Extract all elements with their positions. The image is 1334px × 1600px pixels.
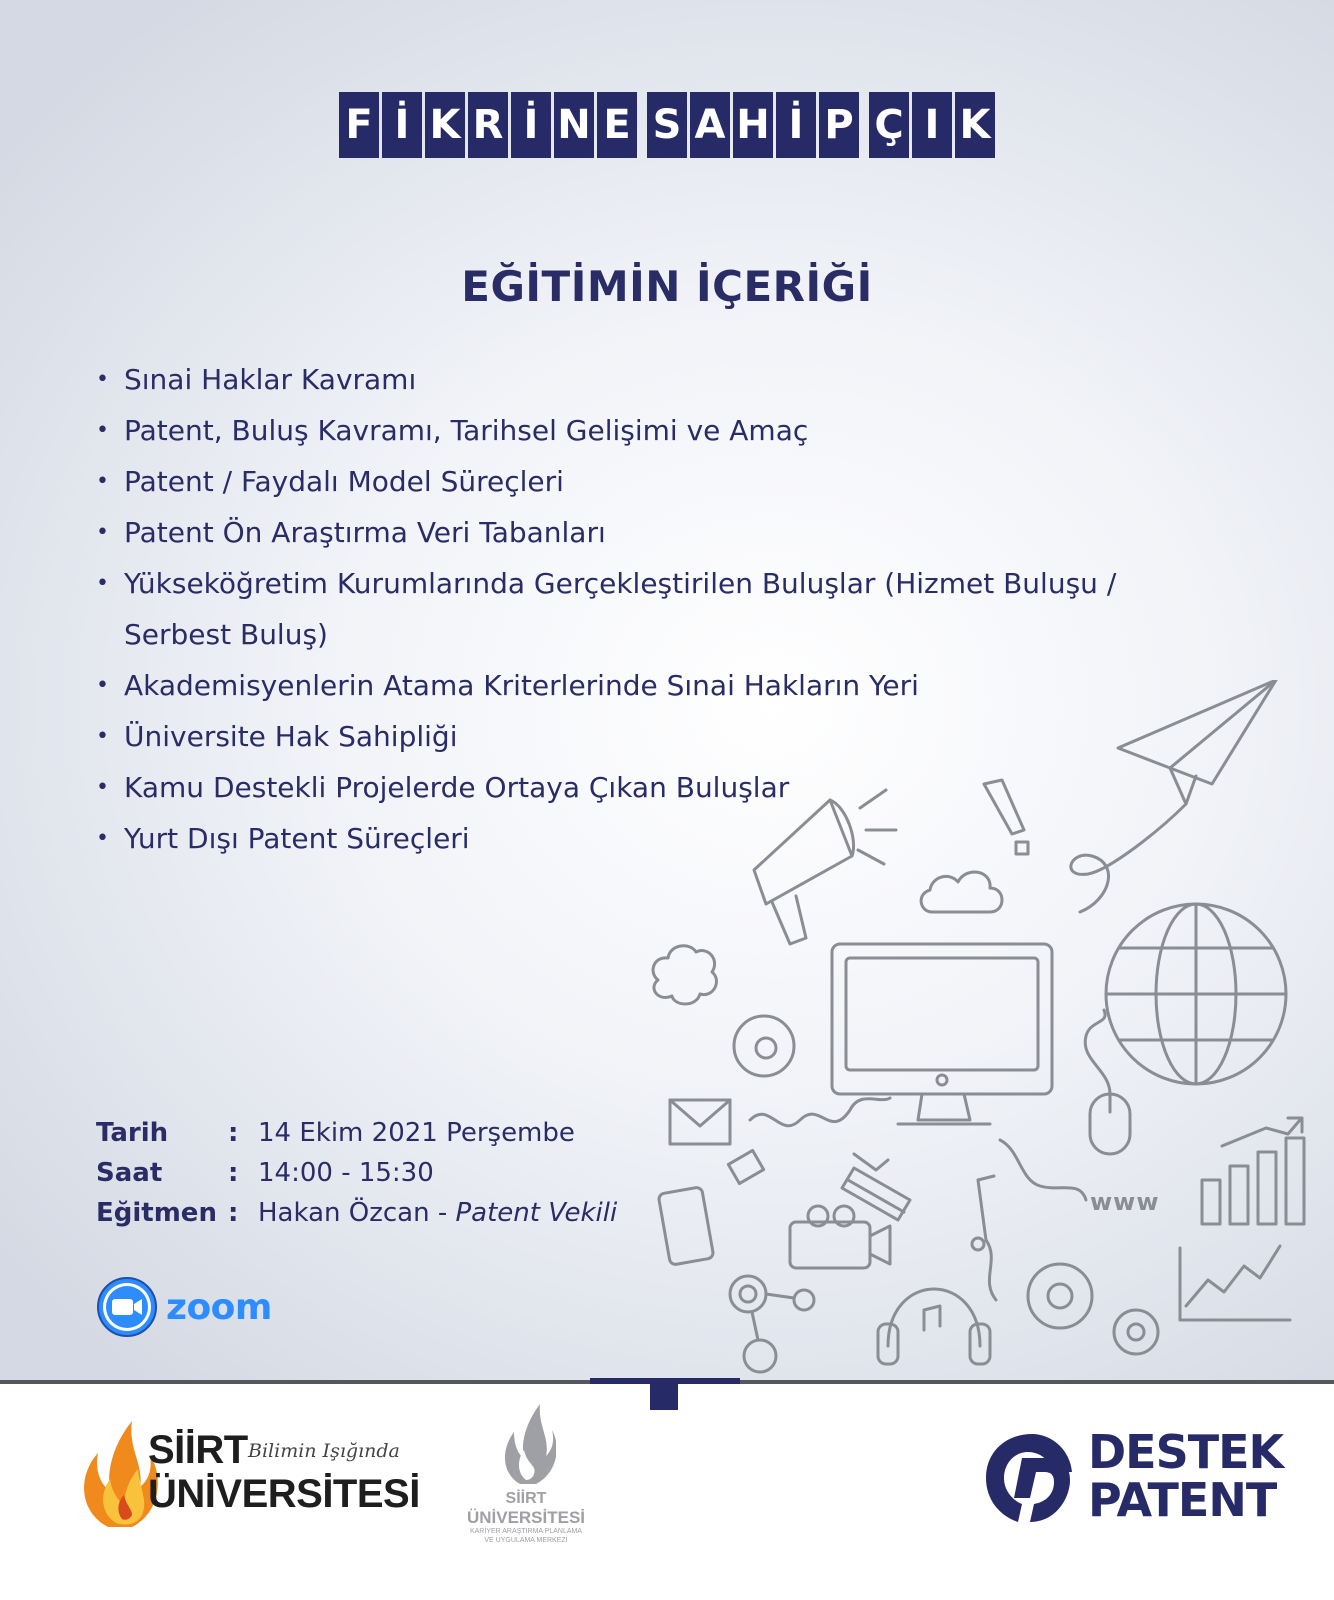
footer-tab xyxy=(650,1382,678,1410)
siirt-name-line2: ÜNİVERSİTESİ xyxy=(148,1472,420,1516)
trainer-row xyxy=(96,1198,617,1238)
title-letter-tile: I xyxy=(912,92,952,158)
siirt-name-line1: SİİRT xyxy=(148,1428,248,1472)
colon: : xyxy=(228,1118,239,1148)
headphones-icon xyxy=(878,1289,990,1364)
title-letter-tile: İ xyxy=(511,92,551,158)
list-item: • Yurt Dışı Patent Süreçleri xyxy=(96,813,1236,864)
title-letter-tile: E xyxy=(597,92,637,158)
destek-name-line2: PATENT xyxy=(1088,1473,1277,1527)
brain-icon xyxy=(653,946,716,1004)
title-letter-tile: N xyxy=(554,92,594,158)
cable-doodle xyxy=(1000,1140,1086,1200)
mouse-icon xyxy=(1085,1010,1130,1154)
cloud-icon xyxy=(921,872,1002,912)
time-label: Saat xyxy=(96,1158,163,1188)
zoom-wordmark: zoom xyxy=(166,1286,272,1328)
title-word xyxy=(647,92,859,158)
title-letter-tile: H xyxy=(733,92,773,158)
section-heading: EĞİTİMİN İÇERİĞİ xyxy=(461,262,873,311)
list-item: • Sınai Haklar Kavramı xyxy=(96,354,1236,405)
trainer-value xyxy=(258,1198,617,1228)
career-name-line3: KARİYER ARAŞTIRMA PLANLAMA xyxy=(469,1528,583,1535)
music-note-icon xyxy=(972,1176,996,1300)
list-item: • Yükseköğretim Kurumlarında Gerçekleştirilen Buluşlar (Hizmet Buluşu / Serbest Buluş) xyxy=(96,558,1184,660)
destek-name-line1: DESTEK xyxy=(1088,1425,1284,1479)
trainer-label: Eğitmen xyxy=(96,1198,217,1228)
zoom-logo xyxy=(96,1276,272,1338)
title-letter-tile: K xyxy=(425,92,465,158)
gear-icon xyxy=(1028,1264,1158,1354)
trainer-separator: - xyxy=(429,1198,456,1228)
www-label-icon: www xyxy=(1090,1188,1160,1216)
smartphone-icon xyxy=(658,1187,714,1266)
destek-patent-name xyxy=(1088,1425,1284,1527)
career-center-logo xyxy=(456,1398,596,1588)
colon: : xyxy=(228,1198,239,1228)
career-name-line2: ÜNİVERSİTESİ xyxy=(466,1508,586,1527)
title-word xyxy=(869,92,995,158)
envelope-icon xyxy=(670,1100,764,1184)
title-letter-tile: F xyxy=(339,92,379,158)
title-letter-tile: Ç xyxy=(869,92,909,158)
career-center-name xyxy=(456,1490,596,1545)
career-name-line4: VE UYGULAMA MERKEZİ xyxy=(484,1537,568,1544)
title-word xyxy=(339,92,637,158)
title-letter-tile: K xyxy=(955,92,995,158)
time-row xyxy=(96,1158,617,1198)
bar-chart-icon xyxy=(1202,1118,1304,1224)
list-item: • Üniversite Hak Sahipliği xyxy=(96,711,1236,762)
title-letter-tile: A xyxy=(690,92,730,158)
time-value: 14:00 - 15:30 xyxy=(258,1158,434,1188)
list-item: • Patent, Buluş Kavramı, Tarihsel Gelişimi ve Amaç xyxy=(96,405,1236,456)
career-center-flame-icon xyxy=(496,1398,556,1488)
list-item: • Patent / Faydalı Model Süreçleri xyxy=(96,456,1236,507)
at-sign-icon xyxy=(734,1016,794,1076)
megaphone-icon xyxy=(754,790,896,944)
exclamation-icon xyxy=(984,780,1028,854)
monitor-icon xyxy=(832,944,1052,1124)
career-name-line1: SİİRT xyxy=(505,1490,547,1507)
title-letter-tile: S xyxy=(647,92,687,158)
campaign-title xyxy=(0,92,1334,158)
line-chart-icon xyxy=(1180,1246,1290,1320)
zoom-camera-icon xyxy=(96,1276,158,1338)
date-label: Tarih xyxy=(96,1118,169,1148)
list-item: • Kamu Destekli Projelerde Ortaya Çıkan Buluşlar xyxy=(96,762,1236,813)
network-icon xyxy=(730,1276,814,1372)
date-value: 14 Ekim 2021 Perşembe xyxy=(258,1118,575,1148)
video-camera-icon xyxy=(790,1206,890,1268)
doodle-illustration xyxy=(640,680,1334,1380)
title-letter-tile: İ xyxy=(776,92,816,158)
date-row xyxy=(96,1118,617,1158)
siirt-slogan: Bilimin Işığında xyxy=(248,1440,400,1462)
title-letter-tile: R xyxy=(468,92,508,158)
title-letter-tile: İ xyxy=(382,92,422,158)
paper-plane-icon xyxy=(1071,680,1276,912)
colon: : xyxy=(228,1158,239,1188)
trainer-title: Patent Vekili xyxy=(455,1198,618,1228)
globe-icon xyxy=(1106,904,1286,1084)
list-item: • Akademisyenlerin Atama Kriterlerinde Sınai Hakların Yeri xyxy=(96,660,1236,711)
destek-patent-logo-mark xyxy=(978,1428,1078,1528)
squiggle-doodle xyxy=(854,1154,888,1170)
event-info xyxy=(96,1118,617,1238)
list-item: • Patent Ön Araştırma Veri Tabanları xyxy=(96,507,1236,558)
trainer-name: Hakan Özcan xyxy=(258,1198,430,1228)
title-letter-tile: P xyxy=(819,92,859,158)
squiggle-doodle xyxy=(750,1098,890,1126)
